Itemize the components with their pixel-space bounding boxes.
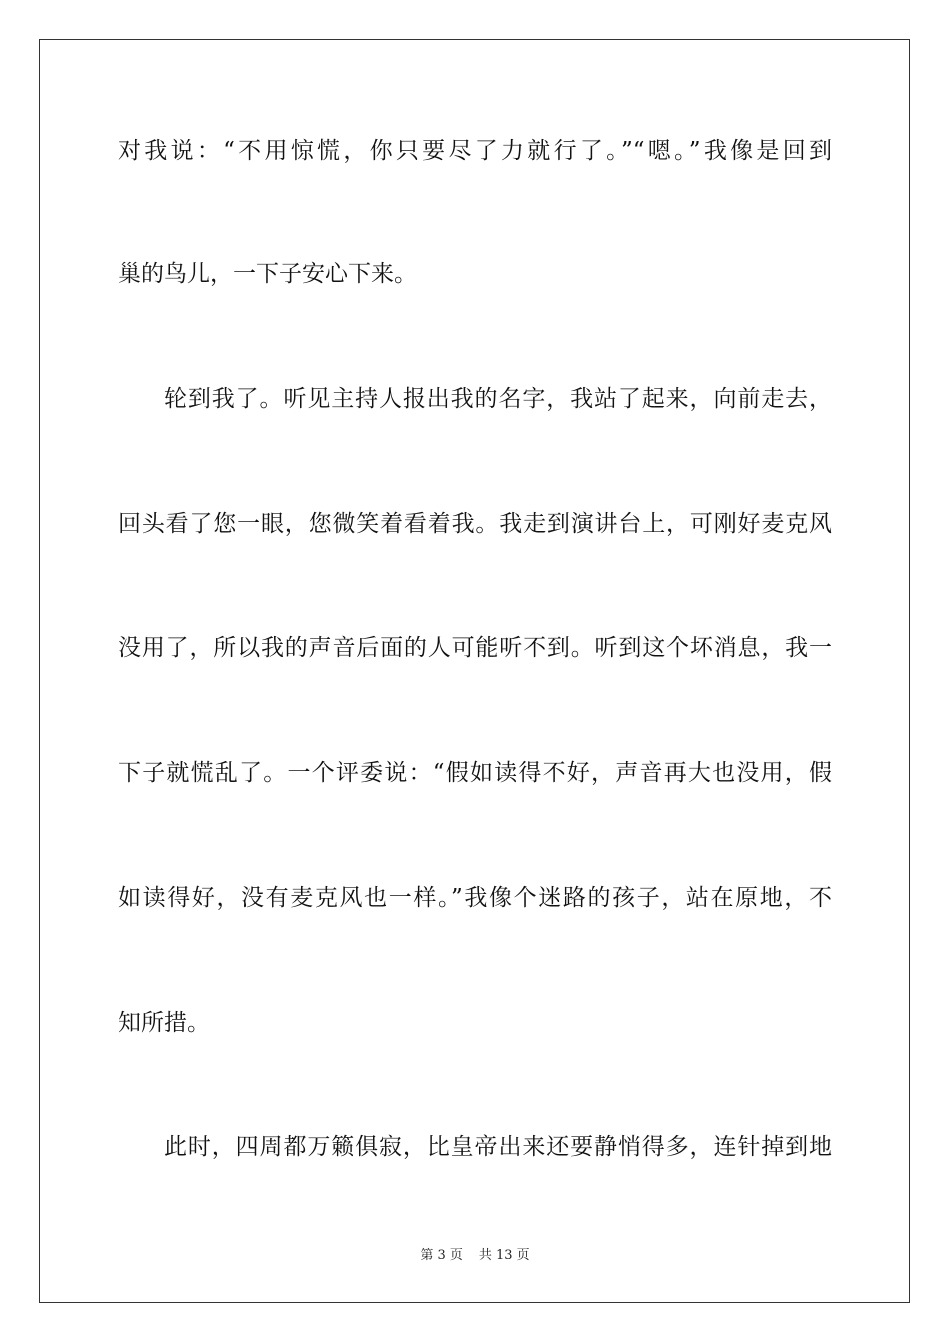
text-line-6: 下子就慌乱了。一个评委说：“假如读得不好，声音再大也没用，假 — [118, 760, 832, 786]
text-line-2: 巢的鸟儿，一下子安心下来。 — [118, 261, 417, 287]
text-line-3-paragraph-start: 轮到我了。听见主持人报出我的名字，我站了起来，向前走去， — [164, 386, 832, 412]
total-pages: 共 13 页 — [478, 1248, 530, 1263]
text-line-1: 对我说：“不用惊慌，你只要尽了力就行了。”“嗯。”我像是回到 — [118, 138, 832, 164]
text-line-4: 回头看了您一眼，您微笑着看着我。我走到演讲台上，可刚好麦克风 — [118, 511, 832, 537]
text-line-8: 知所措。 — [118, 1010, 210, 1036]
page-number: 第 3 页 — [420, 1248, 463, 1263]
text-line-9-paragraph-start: 此时，四周都万籁俱寂，比皇帝出来还要静悄得多，连针掉到地 — [164, 1134, 832, 1160]
text-line-5: 没用了，所以我的声音后面的人可能听不到。听到这个坏消息，我一 — [118, 635, 832, 661]
text-line-7: 如读得好，没有麦克风也一样。”我像个迷路的孩子，站在原地，不 — [118, 885, 832, 911]
page-footer — [0, 1247, 950, 1265]
page-border — [39, 39, 910, 1303]
